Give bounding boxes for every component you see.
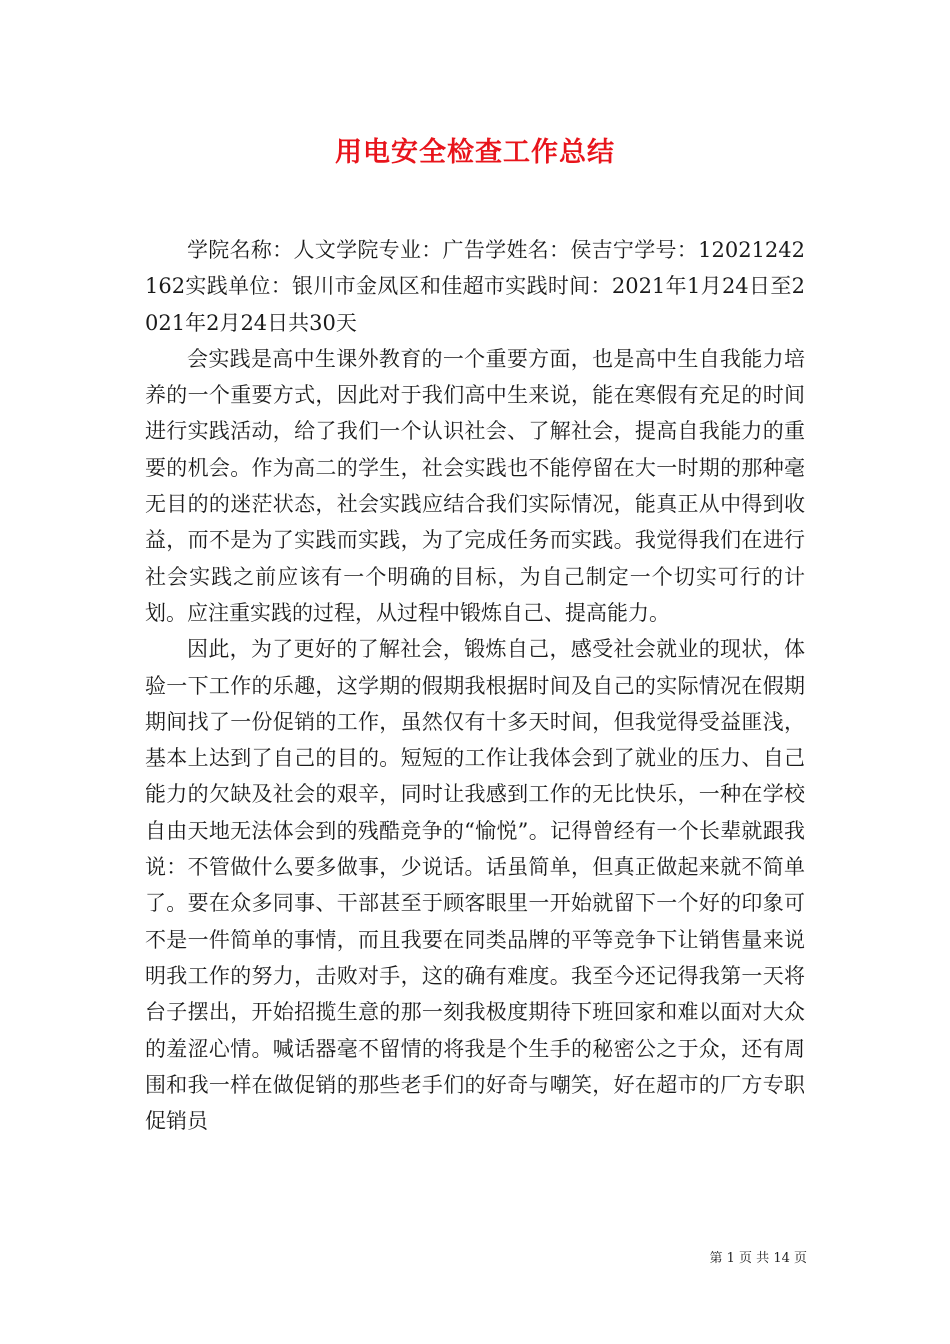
paragraph-info: 学院名称：人文学院专业：广告学姓名：侯吉宁学号：12021242162实践单位：银川市金凤区和佳超市实践时间：2021年1月24日至2021年2月24日共30天 [145,238,805,335]
document-body [145,232,805,1139]
paragraph-introduction: 会实践是高中生课外教育的一个重要方面，也是高中生自我能力培养的一个重要方式，因此对于我们高中生来说，能在寒假有充足的时间进行实践活动，给了我们一个认识社会、了解社会，提高自我能力的重要的机会。作为高二的学生，社会实践也不能停留在大一时期的那种毫无目的的迷茫状态，社会实践应结合我们实际情况，能真正从中得到收益，而不是为了实践而实践，为了完成任务而实践。我觉得我们在进行社会实践之前应该有一个明确的目标，为自己制定一个切实可行的计划。应注重实践的过程，从过程中锻炼自己、提高能力。 [145,346,805,625]
page-number-footer: 第 1 页 共 14 页 [709,1251,807,1266]
paragraph-experience: 因此，为了更好的了解社会，锻炼自己，感受社会就业的现状，体验一下工作的乐趣，这学期的假期我根据时间及自己的实际情况在假期期间找了一份促销的工作，虽然仅有十多天时间，但我觉得受益匪浅，基本上达到了自己的目的。短短的工作让我体会到了就业的压力、自己能力的欠缺及社会的艰辛，同时让我感到工作的无比快乐，一种在学校自由天地无法体会到的残酷竞争的“愉悦”。记得曾经有一个长辈就跟我说：不管做什么要多做事，少说话。话虽简单，但真正做起来就不简单了。要在众多同事、干部甚至于顾客眼里一开始就留下一个好的印象可不是一件简单的事情，而且我要在同类品牌的平等竞争下让销售量来说明我工作的努力，击败对手，这的确有难度。我至今还记得我第一天将台子摆出，开始招揽生意的那一刻我极度期待下班回家和难以面对大众的羞涩心情。喊话器毫不留情的将我是个生手的秘密公之于众，还有周围和我一样在做促销的那些老手们的好奇与嘲笑，好在超市的厂方专职促销员 [145,637,805,1134]
document-title: 用电安全检查工作总结 [335,137,615,168]
